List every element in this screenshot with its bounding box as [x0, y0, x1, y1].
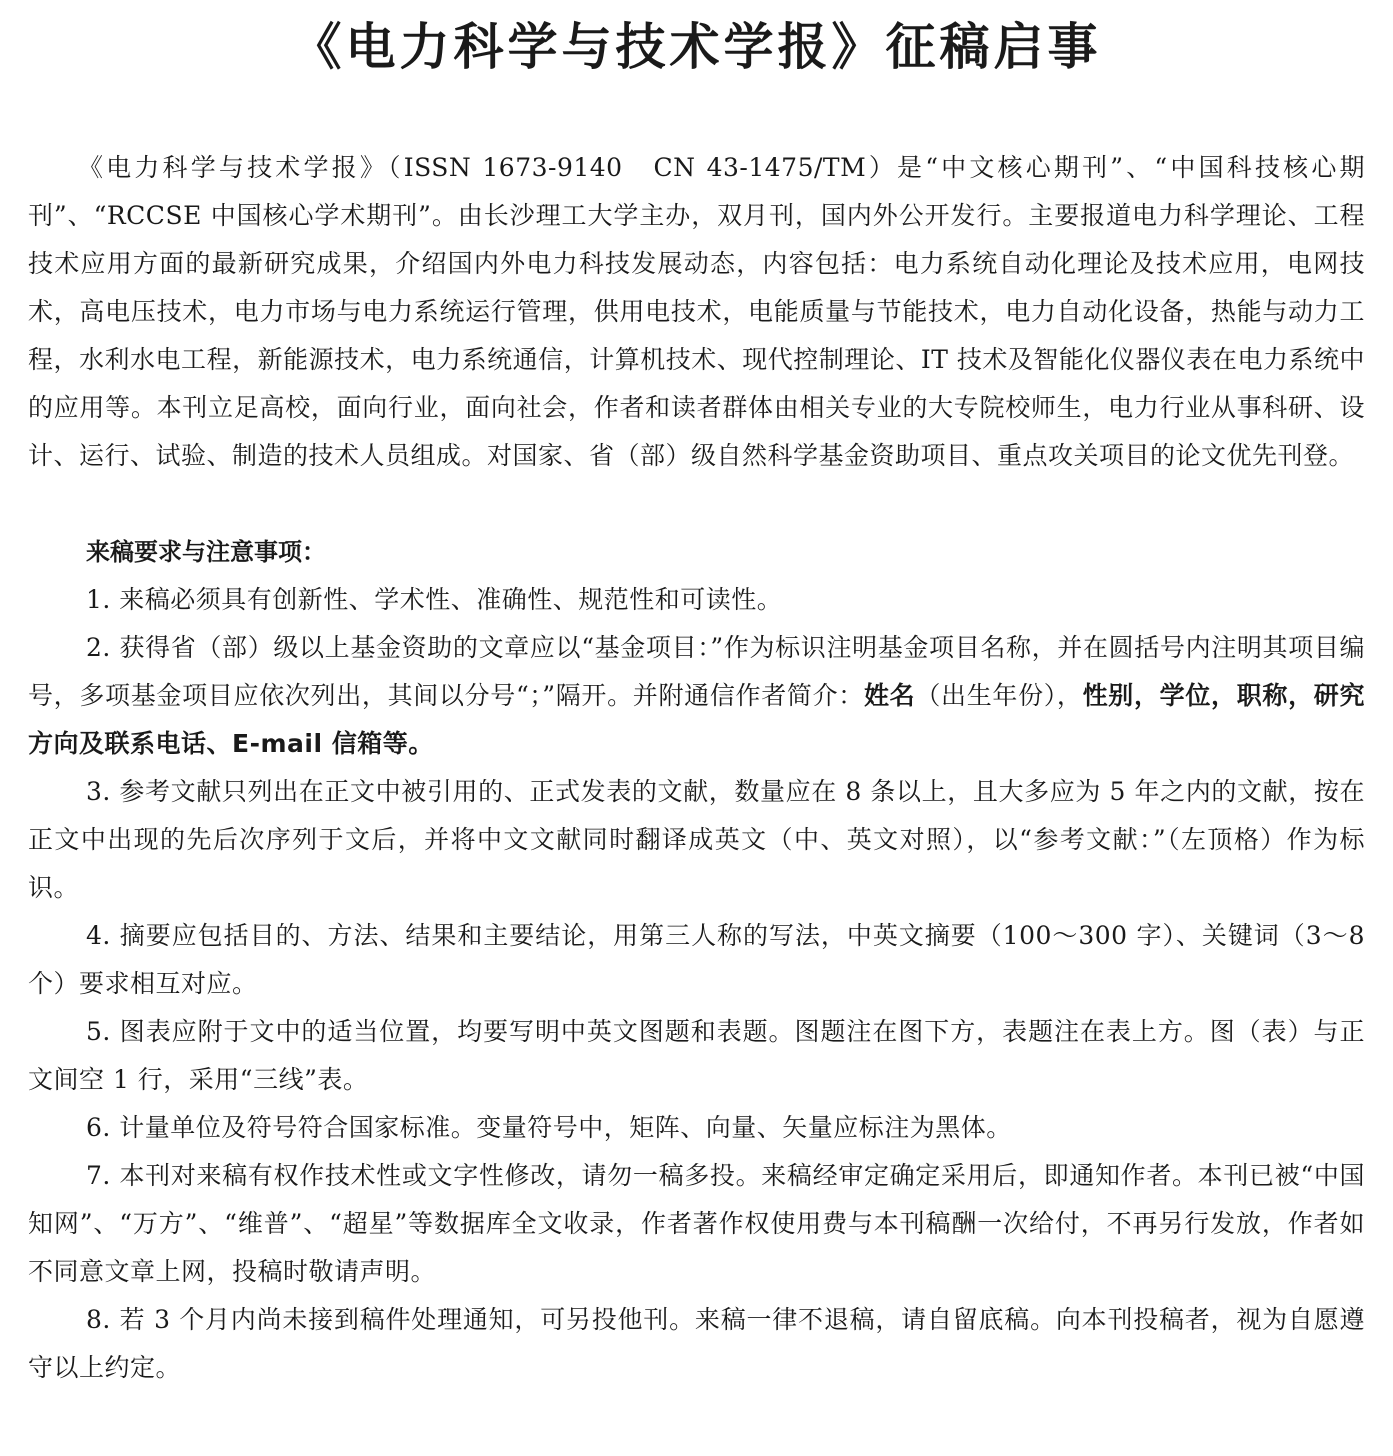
- requirement-item-8: 8. 若 3 个月内尚未接到稿件处理通知，可另投他刊。来稿一律不退稿，请自留底稿。向本刊投稿者，视为自愿遵守以上约定。: [28, 1305, 1365, 1382]
- requirement-item-6: 6. 计量单位及符号符合国家标准。变量符号中，矩阵、向量、矢量应标注为黑体。: [86, 1113, 1012, 1142]
- requirement-item-2-fields: 性别，学位，职称，研究方向及联系电话、E-mail 信箱等。: [28, 681, 1365, 758]
- requirement-item-2-text: 2. 获得省（部）级以上基金资助的文章应以“基金项目：”作为标识注明基金项目名称，并在圆括号内注明其项目编号，多项基金项目应依次列出，其间以分号“；”隔开。并附通信作者简介：: [28, 633, 1365, 710]
- requirement-item-2-name: 姓名: [863, 681, 916, 710]
- requirement-item-2: [28, 624, 1365, 768]
- intro-paragraph: 《电力科学与技术学报》（ISSN 1673-9140 CN 43-1475/TM）是“中文核心期刊”、“中国科技核心期刊”、“RCCSE 中国核心学术期刊”。由长沙理工大学主办，双月刊，国内外公开发行。主要报道电力科学理论、工程技术应用方面的最新研究成果，介绍国内外电力科技发展动态，内容包括：电力系统自动化理论及技术应用，电网技术，高电压技术，电力市场与电力系统运行管理，供用电技术，电能质量与节能技术，电力自动化设备，热能与动力工程，水利水电工程，新能源技术，电力系统通信，计算机技术、现代控制理论、IT 技术及智能化仪器仪表在电力系统中的应用等。本刊立足高校，面向行业，面向社会，作者和读者群体由相关专业的大专院校师生，电力行业从事科研、设计、运行、试验、制造的技术人员组成。对国家、省（部）级自然科学基金资助项目、重点攻关项目的论文优先刊登。: [28, 153, 1365, 470]
- notice-page: [28, 0, 1365, 1392]
- requirement-item-5: 5. 图表应附于文中的适当位置，均要写明中英文图题和表题。图题注在图下方，表题注在表上方。图（表）与正文间空 1 行，采用“三线”表。: [28, 1017, 1365, 1094]
- page-title: 《电力科学与技术学报》征稿启事: [291, 18, 1102, 76]
- requirements-heading: 来稿要求与注意事项：: [86, 538, 326, 566]
- requirement-item-4: 4. 摘要应包括目的、方法、结果和主要结论，用第三人称的写法，中英文摘要（100～300 字）、关键词（3～8 个）要求相互对应。: [28, 921, 1365, 998]
- requirement-item-7: 7. 本刊对来稿有权作技术性或文字性修改，请勿一稿多投。来稿经审定确定采用后，即通知作者。本刊已被“中国知网”、“万方”、“维普”、“超星”等数据库全文收录，作者著作权使用费与本刊稿酬一次给付，不再另行发放，作者如不同意文章上网，投稿时敬请声明。: [28, 1161, 1365, 1286]
- requirement-item-1: 1. 来稿必须具有创新性、学术性、准确性、规范性和可读性。: [86, 585, 783, 614]
- requirement-item-3: 3. 参考文献只列出在正文中被引用的、正式发表的文献，数量应在 8 条以上，且大多应为 5 年之内的文献，按在正文中出现的先后次序列于文后，并将中文文献同时翻译成英文（中、英文对照），以“参考文献：”（左顶格）作为标识。: [28, 777, 1365, 902]
- requirement-item-2-birth: （出生年份），: [915, 681, 1083, 710]
- requirements-list: [28, 576, 1365, 1392]
